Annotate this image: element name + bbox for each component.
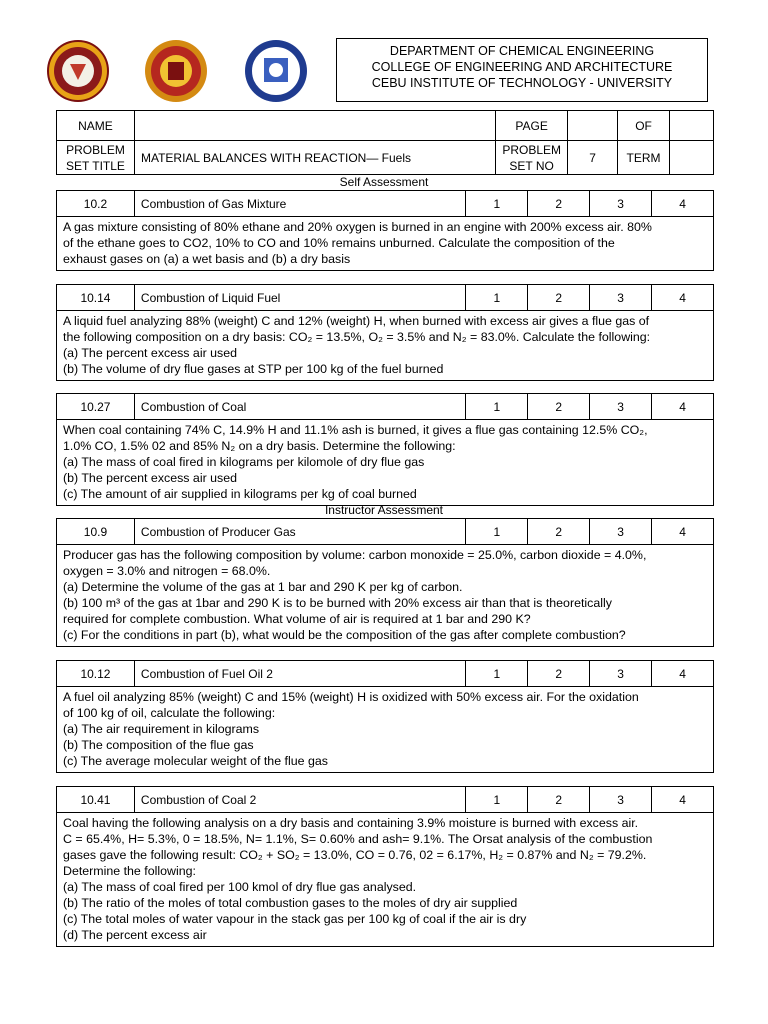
school-logos — [18, 40, 308, 104]
problem-text-line: (d) The percent excess air — [63, 928, 207, 942]
problem-title: Combustion of Gas Mixture — [134, 191, 465, 217]
problem-text-line: (b) The composition of the flue gas — [63, 738, 254, 752]
problem-text-line: 1.0% CO, 1.5% 02 and 85% N₂ on a dry basis. Determine the following: — [63, 439, 456, 453]
score-option-2[interactable]: 2 — [528, 661, 590, 687]
problem-card — [56, 660, 714, 773]
score-option-1[interactable]: 1 — [466, 787, 528, 813]
problem-card — [56, 518, 714, 647]
problem-text-line: (b) The ratio of the moles of total combustion gases to the moles of dry air supplied — [63, 896, 518, 910]
problem-text-line: (a) The mass of coal fired per 100 kmol of dry flue gas analysed. — [63, 880, 417, 894]
score-option-2[interactable]: 2 — [528, 787, 590, 813]
problem-number: 10.14 — [57, 285, 135, 311]
problem-description — [57, 687, 714, 773]
page-field[interactable] — [568, 111, 618, 141]
score-option-3[interactable]: 3 — [590, 661, 652, 687]
name-label: NAME — [57, 111, 135, 141]
name-field[interactable] — [134, 111, 495, 141]
score-option-2[interactable]: 2 — [528, 285, 590, 311]
chemical-engineering-seal-icon — [245, 40, 307, 102]
score-option-4[interactable]: 4 — [652, 787, 714, 813]
score-option-2[interactable]: 2 — [528, 519, 590, 545]
problem-card — [56, 284, 714, 381]
problem-text-line: A liquid fuel analyzing 88% (weight) C and 12% (weight) H, when burned with excess air gives a flue gas of — [63, 314, 650, 328]
problem-number: 10.9 — [57, 519, 135, 545]
score-option-2[interactable]: 2 — [528, 191, 590, 217]
score-option-3[interactable]: 3 — [590, 519, 652, 545]
problem-text-line: (a) The mass of coal fired in kilograms per kilomole of dry flue gas — [63, 455, 425, 469]
school-name: CEBU INSTITUTE OF TECHNOLOGY - UNIVERSITY — [371, 76, 673, 90]
of-field[interactable] — [670, 111, 714, 141]
problem-set-no: 7 — [568, 141, 618, 175]
score-option-2[interactable]: 2 — [528, 394, 590, 420]
problem-description — [57, 311, 714, 381]
problem-text-line: Coal having the following analysis on a dry basis and containing 3.9% moisture is burned with excess air. — [63, 816, 639, 830]
problem-text-line: When coal containing 74% C, 14.9% H and 11.1% ash is burned, it gives a flue gas containing 12.5% CO₂, — [63, 423, 648, 437]
score-option-4[interactable]: 4 — [652, 285, 714, 311]
problem-card — [56, 393, 714, 506]
problem-text-line: A fuel oil analyzing 85% (weight) C and 15% (weight) H is oxidized with 50% excess air. For the oxidation — [63, 690, 639, 704]
problem-text-line: exhaust gases on (a) a wet basis and (b) a dry basis — [63, 252, 351, 266]
problem-text-line: (a) Determine the volume of the gas at 1 bar and 290 K per kg of carbon. — [63, 580, 463, 594]
problem-text-line: of 100 kg of oil, calculate the following: — [63, 706, 276, 720]
problem-title: Combustion of Coal — [134, 394, 465, 420]
college-name: COLLEGE OF ENGINEERING AND ARCHITECTURE — [371, 60, 673, 74]
score-option-3[interactable]: 3 — [590, 191, 652, 217]
problem-text-line: (a) The percent excess air used — [63, 346, 238, 360]
score-option-4[interactable]: 4 — [652, 191, 714, 217]
problem-description — [57, 420, 714, 506]
score-option-1[interactable]: 1 — [466, 519, 528, 545]
problem-set-no-label: PROBLEM SET NO — [496, 141, 568, 175]
problem-text-line: (b) 100 m³ of the gas at 1bar and 290 K is to be burned with 20% excess air than that is theoretically — [63, 596, 612, 610]
problem-text-line: Determine the following: — [63, 864, 196, 878]
instructor-assessment-label: Instructor Assessment — [324, 503, 444, 517]
score-option-3[interactable]: 3 — [590, 394, 652, 420]
term-label: TERM — [618, 141, 670, 175]
page-label: PAGE — [496, 111, 568, 141]
problem-text-line: (c) The average molecular weight of the flue gas — [63, 754, 328, 768]
problem-text-line: the following composition on a dry basis: CO₂ = 13.5%, O₂ = 3.5% and N₂ = 83.0%. Calculate the following: — [63, 330, 651, 344]
problem-description — [57, 813, 714, 947]
term-field[interactable] — [670, 141, 714, 175]
problem-text-line: (c) The amount of air supplied in kilograms per kg of coal burned — [63, 487, 417, 501]
problem-text-line: A gas mixture consisting of 80% ethane and 20% oxygen is burned in an engine with 200% excess air. 80% — [63, 220, 652, 234]
problem-text-line: oxygen = 3.0% and nitrogen = 68.0%. — [63, 564, 271, 578]
score-option-3[interactable]: 3 — [590, 787, 652, 813]
problem-text-line: Producer gas has the following composition by volume: carbon monoxide = 25.0%, carbon dioxide = 4.0%, — [63, 548, 647, 562]
problem-text-line: required for complete combustion. What volume of air is required at 1 bar and 290 K? — [63, 612, 531, 626]
department-header — [336, 38, 708, 102]
problem-set-title-label: PROBLEM SET TITLE — [57, 141, 135, 175]
problem-text-line: (c) The total moles of water vapour in the stack gas per 100 kg of coal if the air is dry — [63, 912, 527, 926]
problem-title: Combustion of Producer Gas — [134, 519, 465, 545]
problem-title: Combustion of Liquid Fuel — [134, 285, 465, 311]
score-option-1[interactable]: 1 — [466, 285, 528, 311]
score-option-1[interactable]: 1 — [466, 191, 528, 217]
problem-text-line: (b) The volume of dry flue gases at STP per 100 kg of the fuel burned — [63, 362, 444, 376]
problem-set-title: MATERIAL BALANCES WITH REACTION— Fuels — [134, 141, 495, 175]
problem-description — [57, 545, 714, 647]
problem-title: Combustion of Fuel Oil 2 — [134, 661, 465, 687]
score-option-4[interactable]: 4 — [652, 394, 714, 420]
problem-text-line: C = 65.4%, H= 5.3%, 0 = 18.5%, N= 1.1%, S= 0.60% and ash= 9.1%. The Orsat analysis of the combustion — [63, 832, 653, 846]
problem-number: 10.41 — [57, 787, 135, 813]
problem-text-line: (b) The percent excess air used — [63, 471, 238, 485]
cit-university-seal-icon — [48, 41, 108, 101]
self-assessment-label: Self Assessment — [339, 175, 429, 189]
problem-card — [56, 190, 714, 271]
info-table — [56, 110, 714, 175]
problem-text-line: (a) The air requirement in kilograms — [63, 722, 260, 736]
problem-text-line: (c) For the conditions in part (b), what would be the composition of the gas after complete combustion? — [63, 628, 626, 642]
problem-description — [57, 217, 714, 271]
problem-number: 10.2 — [57, 191, 135, 217]
problem-title: Combustion of Coal 2 — [134, 787, 465, 813]
score-option-1[interactable]: 1 — [466, 661, 528, 687]
score-option-4[interactable]: 4 — [652, 519, 714, 545]
problem-number: 10.12 — [57, 661, 135, 687]
problem-card — [56, 786, 714, 947]
problem-text-line: gases gave the following result: CO₂ + SO₂ = 13.0%, CO = 0.76, 02 = 6.17%, H₂ = 0.87% and N₂ = 79.2%. — [63, 848, 647, 862]
score-option-1[interactable]: 1 — [466, 394, 528, 420]
department-name: DEPARTMENT OF CHEMICAL ENGINEERING — [389, 44, 655, 58]
problem-number: 10.27 — [57, 394, 135, 420]
college-engineering-seal-icon — [145, 40, 207, 102]
of-label: OF — [618, 111, 670, 141]
score-option-4[interactable]: 4 — [652, 661, 714, 687]
problem-text-line: of the ethane goes to CO2, 10% to CO and 10% remains unburned. Calculate the composition of the — [63, 236, 615, 250]
score-option-3[interactable]: 3 — [590, 285, 652, 311]
